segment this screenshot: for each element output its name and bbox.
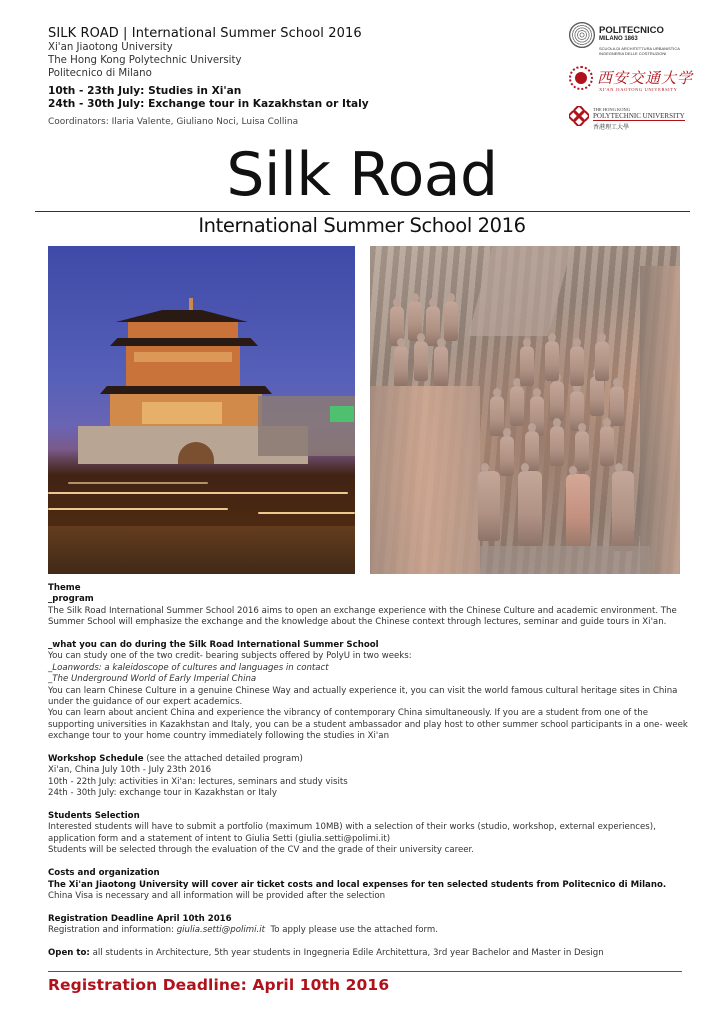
subject-underground-world: _The Underground World of Early Imperial China (48, 674, 257, 685)
schedule-line: 10th - 22th July: activities in Xi'an: lectures, seminars and study visits (48, 776, 348, 787)
institution-polimi: Politecnico di Milano (48, 68, 152, 79)
politecnico-school-line1: SCUOLA DI ARCHITETTURA URBANISTICA (599, 46, 680, 51)
date-studies: 10th - 23th July: Studies in Xi'an (48, 85, 242, 97)
what-intro: You can study one of the two credit- bearing subjects offered by PolyU in two weeks: (48, 651, 412, 662)
xjtu-seal-icon (569, 66, 593, 90)
costs-section (48, 868, 688, 902)
xjtu-chinese-name: 西安交通大学 (597, 69, 694, 87)
open-to-section (48, 948, 688, 959)
politecnico-seal-icon (569, 22, 595, 48)
institution-polyu: The Hong Kong Polytechnic University (48, 55, 242, 66)
costs-bold-text: The Xi'an Jiaotong University will cover air ticket costs and local expenses for ten selected students from Politecnico di Milano. (48, 879, 667, 890)
open-to-text: all students in Architecture, 5th year students in Ingegneria Edile Architettura, 3rd year Bachelor and Master in Design (89, 947, 604, 958)
costs-heading: Costs and organization (48, 868, 160, 879)
what-heading: _what you can do during the Silk Road International Summer School (48, 640, 379, 651)
politecnico-year: MILANO 1863 (599, 36, 638, 42)
registration-section (48, 914, 688, 937)
politecnico-school-line2: INGEGNERIA DELLE COSTRUZIONI (599, 51, 667, 56)
schedule-note: (see the attached detailed program) (143, 754, 303, 765)
selection-heading: Students Selection (48, 811, 140, 822)
polyu-chinese-name: 香港理工大學 (593, 124, 630, 131)
what-para1: You can learn Chinese Culture in a genuine Chinese Way and actually experience it, you can visit the world famous cultural heritage sites in China under the guidance of our expert academics. (48, 685, 678, 708)
what-para2: You can learn about ancient China and experience the vibrancy of contemporary China simultaneously. If you are a student from one of the supporting universities in Kazakhstan and Italy, you can be a student ambassador and play host to other summer school participants in a one- week exchange tour to your home country immediately following the studies in Xi'an (48, 708, 688, 742)
bell-tower-photo (48, 246, 355, 574)
schedule-heading: Workshop Schedule (48, 754, 144, 765)
what-section (48, 640, 688, 743)
theme-section (48, 583, 688, 629)
footer-deadline: Registration Deadline: April 10th 2016 (48, 976, 390, 994)
polyu-logo (569, 104, 689, 130)
registration-heading: Registration Deadline April 10th 2016 (48, 913, 232, 924)
xjtu-logo (569, 66, 694, 96)
schedule-section (48, 754, 688, 800)
registration-email-link[interactable]: giulia.setti@polimi.it (176, 925, 265, 936)
politecnico-name: POLITECNICO (599, 25, 664, 36)
selection-section (48, 811, 688, 857)
costs-text: China Visa is necessary and all information will be provided after the selection (48, 890, 386, 901)
institution-xjtu: Xi'an Jiaotong University (48, 42, 173, 53)
polyu-knot-icon (569, 106, 589, 126)
registration-suffix: To apply please use the attached form. (264, 925, 438, 936)
politecnico-logo (569, 20, 689, 60)
theme-subheading: _program (48, 594, 94, 605)
terracotta-army-photo (370, 246, 680, 574)
selection-text1: Interested students will have to submit a portfolio (maximum 10MB) with a selection of their works (studio, workshop, external experiences), application form and a statement of intent to Giulia Setti (giulia.setti@polimi.it) (48, 822, 656, 844)
page-title: Silk Road (226, 140, 498, 210)
polyu-name: POLYTECHNIC UNIVERSITY (593, 112, 685, 120)
theme-heading: Theme (48, 583, 81, 593)
open-to-label: Open to: (48, 947, 90, 958)
schedule-line: Xi'an, China July 10th - July 23th 2016 (48, 765, 212, 776)
header-title: SILK ROAD | International Summer School 2016 (48, 26, 362, 41)
polyu-small-text: THE HONG KONG (593, 107, 630, 112)
body-content (48, 583, 688, 959)
schedule-line: 24th - 30th July: exchange tour in Kazakhstan or Italy (48, 788, 277, 799)
politecnico-school (599, 46, 680, 56)
selection-text2: Students will be selected through the evaluation of the CV and the grade of their university career. (48, 845, 475, 856)
page-subtitle: International Summer School 2016 (198, 214, 526, 237)
registration-prefix: Registration and information: (48, 925, 177, 936)
date-exchange: 24th - 30th July: Exchange tour in Kazakhstan or Italy (48, 98, 369, 110)
coordinators: Coordinators: Ilaria Valente, Giuliano Noci, Luisa Collina (48, 117, 299, 127)
xjtu-english-name: XI'AN JIAOTONG UNIVERSITY (599, 87, 678, 92)
footer-divider (48, 971, 682, 972)
subject-loanwords: _Loanwords: a kaleidoscope of cultures and languages in contact (48, 662, 329, 673)
theme-text: The Silk Road International Summer School 2016 aims to open an exchange experience with the Chinese Culture and academic environment. The Summer School will emphasize the exchange and the knowledge about the Chinese context through lectures, seminar and guide tours in Xi'an. (48, 605, 677, 628)
